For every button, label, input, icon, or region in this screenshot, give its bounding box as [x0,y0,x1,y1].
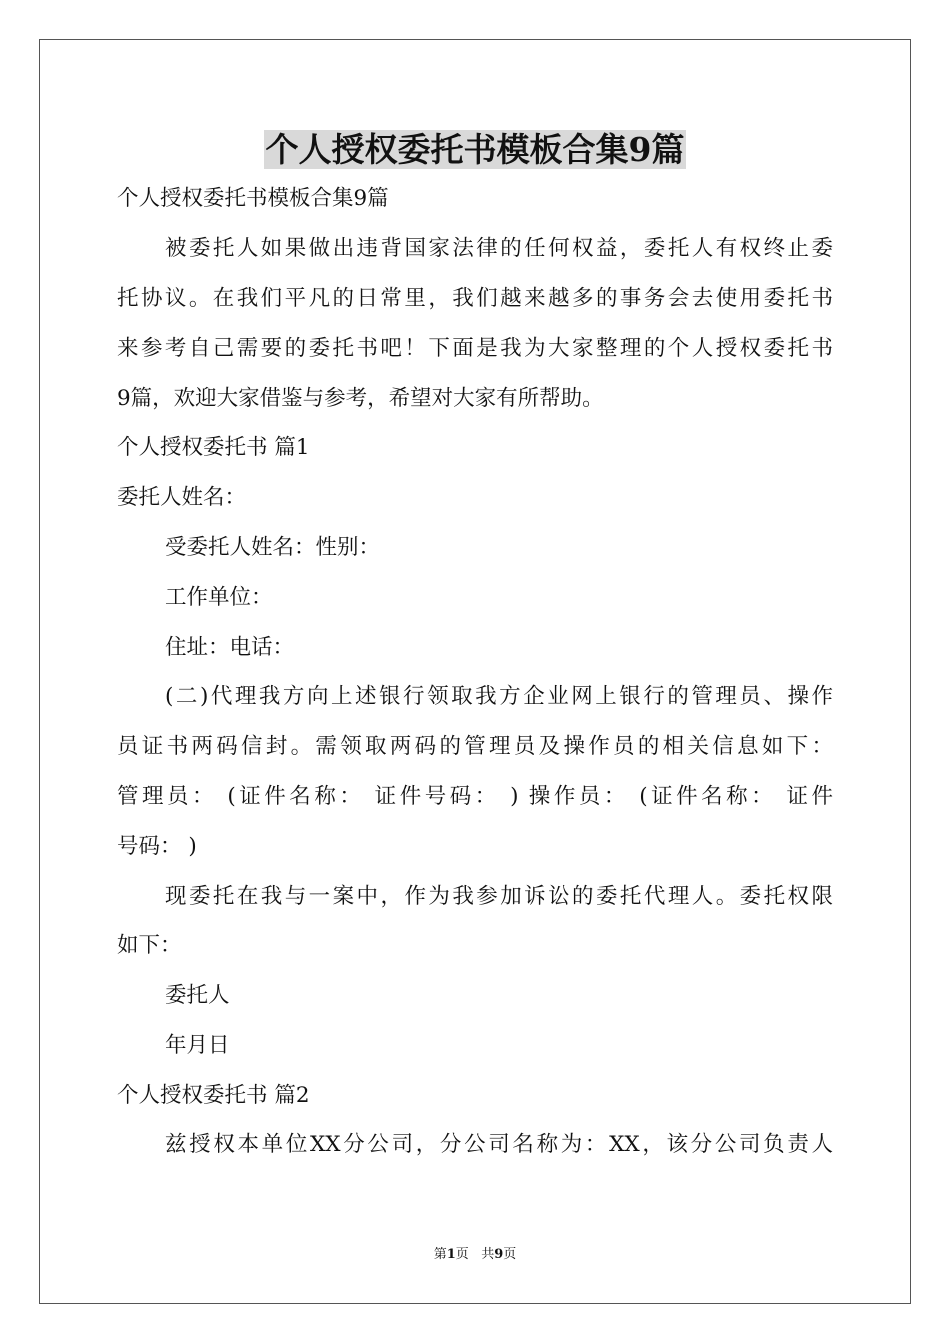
body-line: 被委托人如果做出违背国家法律的任何权益，委托人有权终止委 [165,236,833,261]
body-line: 现委托在我与一案中，作为我参加诉讼的委托代理人。委托权限 [165,884,833,909]
footer-total-suffix: 页 [503,1247,517,1262]
body-line: 如下： [117,933,182,958]
body-line: (二)代理我方向上述银行领取我方企业网上银行的管理员、操作 [165,684,833,709]
body-line: 号码： ) [117,834,197,859]
body-line: 住址：电话： [165,635,295,660]
document-title-text: 个人授权委托书模板合集9篇 [265,130,685,169]
document-title [0,126,950,174]
body-line: 年月日 [165,1033,230,1058]
body-line: 托协议。在我们平凡的日常里，我们越来越多的事务会去使用委托书 [117,286,833,311]
body-line: 9篇，欢迎大家借鉴与参考，希望对大家有所帮助。 [117,386,604,411]
footer-page-suffix: 页 [455,1247,469,1262]
body-line: 受委托人姓名：性别： [165,535,381,560]
body-line: 委托人 [165,983,230,1008]
page-border [39,39,911,1304]
body-line: 兹授权本单位XX分公司，分公司名称为：XX，该分公司负责人 [165,1132,833,1157]
footer-page-prefix: 第 [433,1247,447,1262]
section-heading-1: 个人授权委托书 篇1 [117,435,310,460]
body-line: 员证书两码信封。需领取两码的管理员及操作员的相关信息如下： [117,734,833,759]
section-heading-2: 个人授权委托书 篇2 [117,1083,310,1108]
body-line: 委托人姓名： [117,485,247,510]
body-line: 来参考自己需要的委托书吧！下面是我为大家整理的个人授权委托书 [117,336,833,361]
body-line: 管理员： (证件名称： 证件号码： ) 操作员： (证件名称： 证件 [117,784,833,809]
subtitle-line: 个人授权委托书模板合集9篇 [117,186,389,211]
footer-page-total: 9 [494,1247,504,1262]
footer-total-prefix: 共 [481,1247,495,1262]
page-footer [0,1246,950,1264]
body-line: 工作单位： [165,585,273,610]
footer-page-current: 1 [446,1247,456,1262]
